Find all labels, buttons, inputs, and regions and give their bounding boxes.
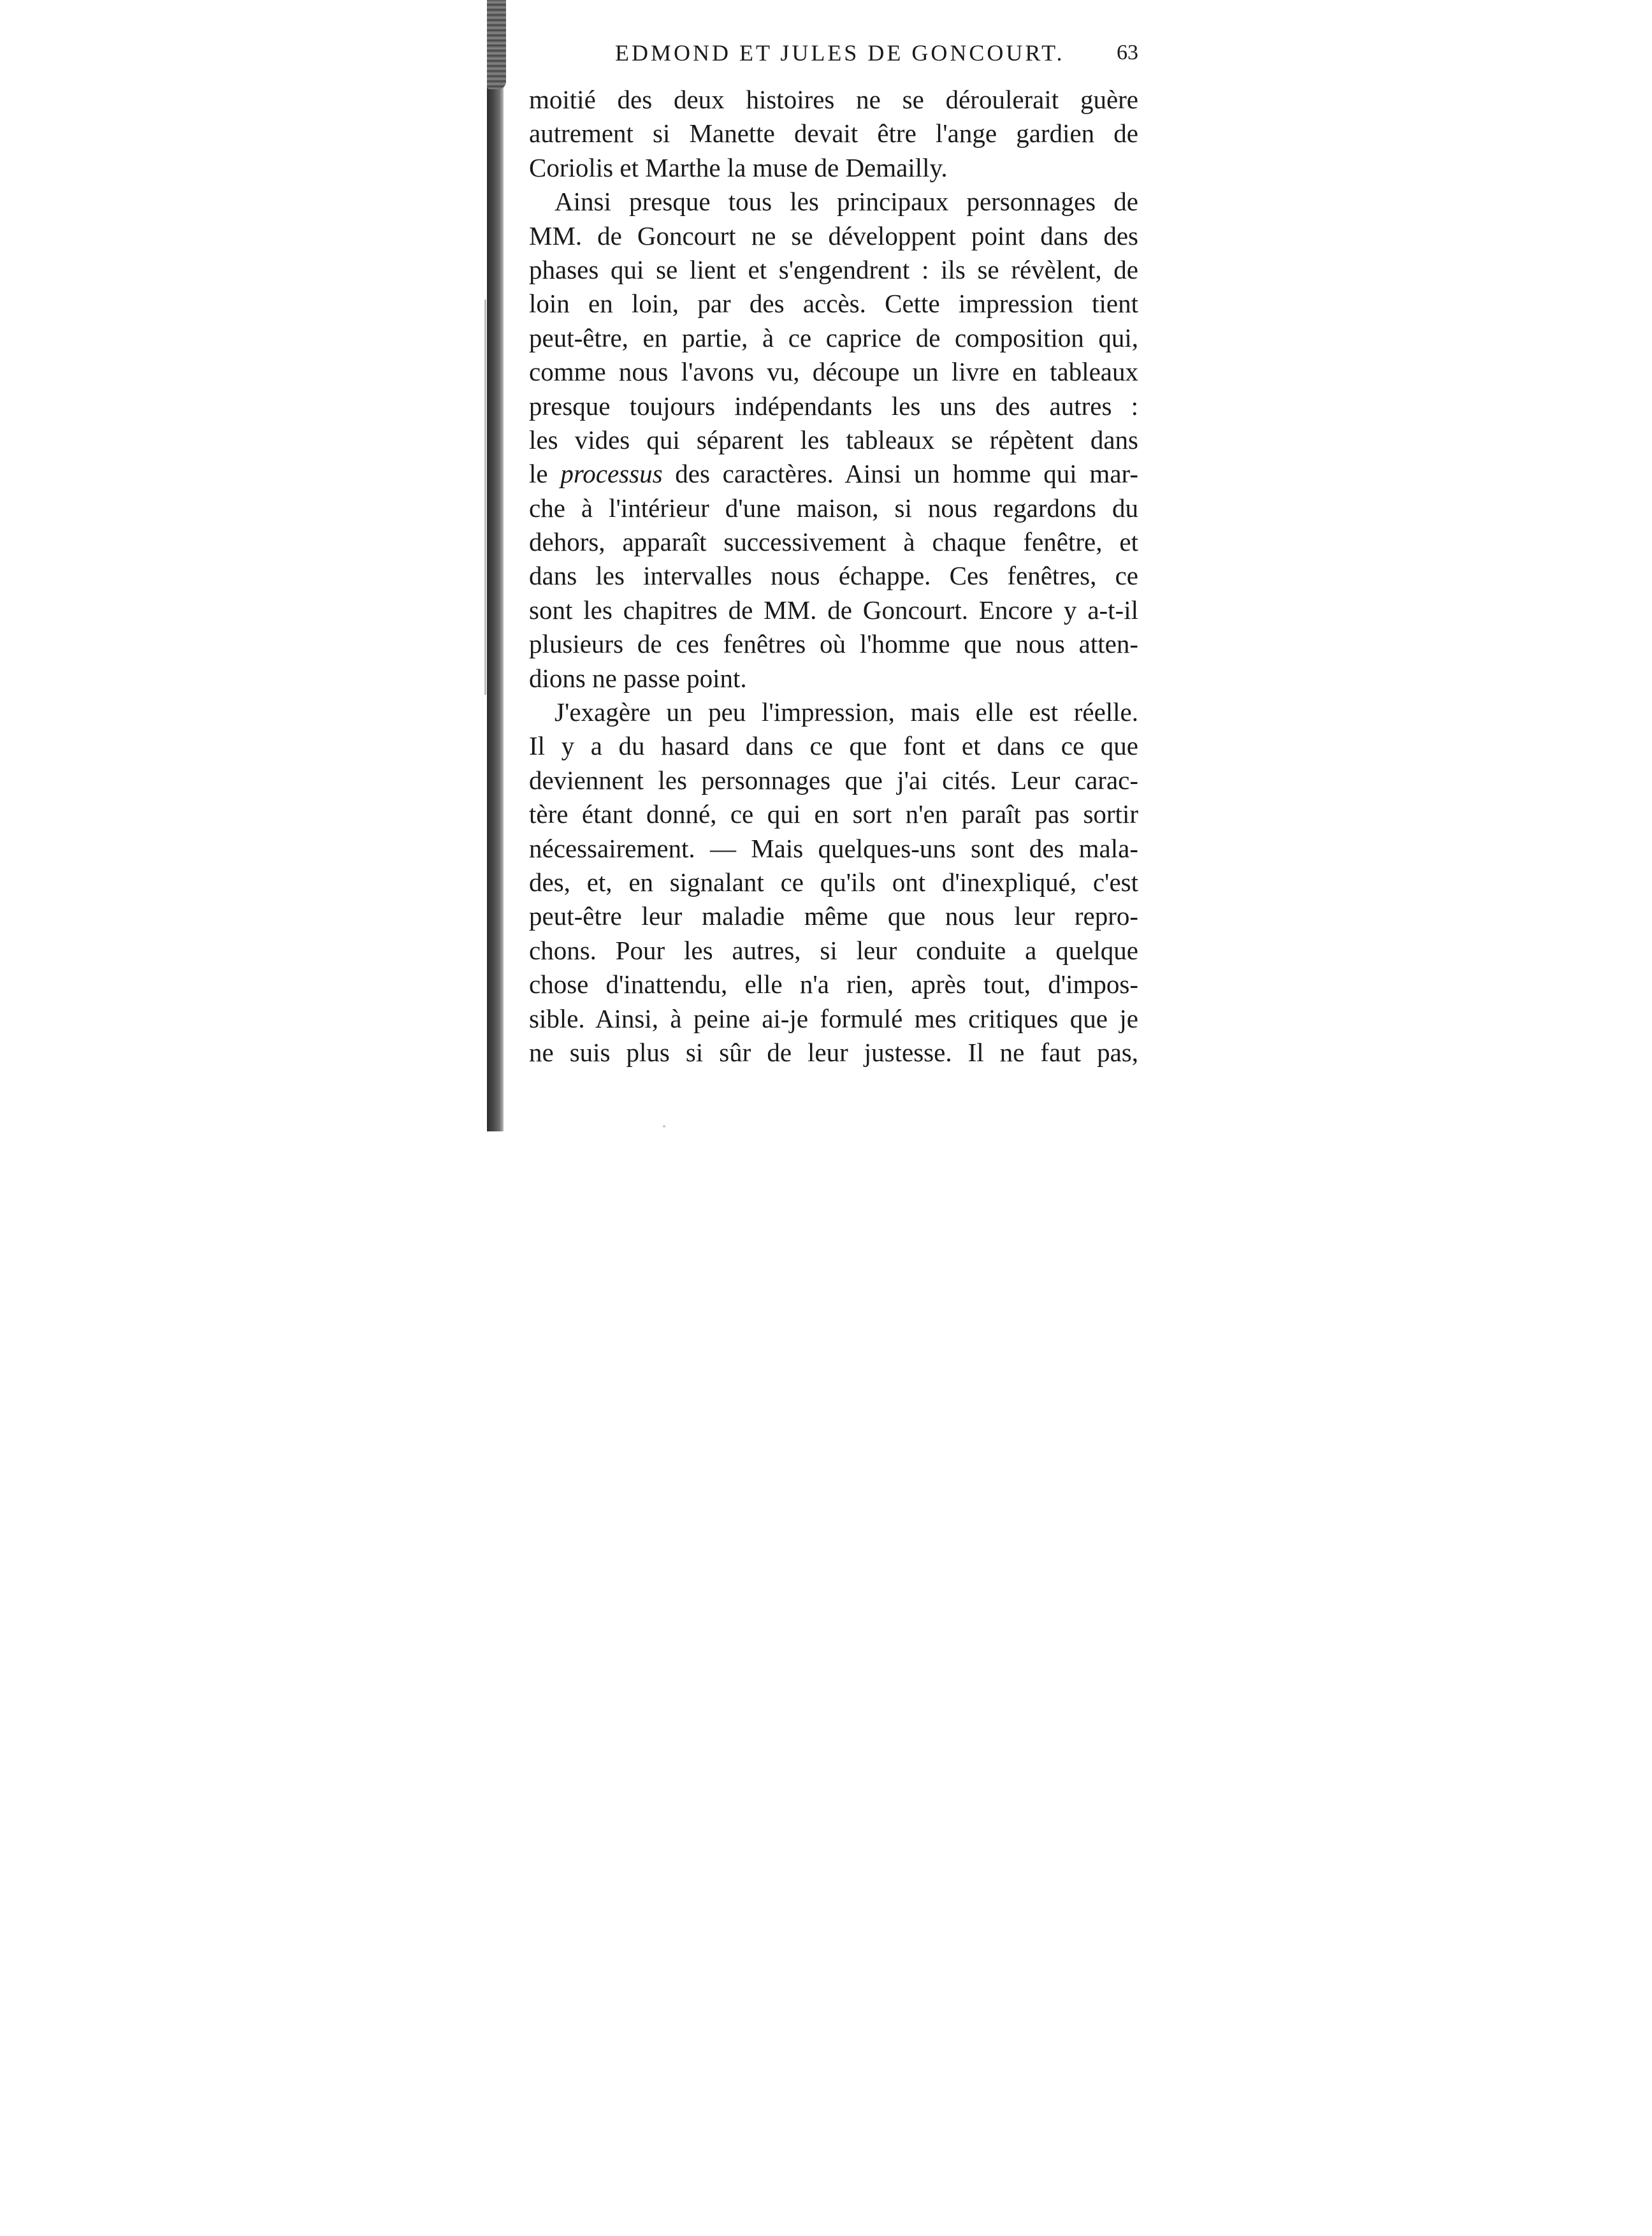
text-segment: des caractères. Ainsi un homme qui mar- xyxy=(662,459,1138,489)
text-line: autrement si Manette devait être l'ange gardien de xyxy=(529,119,1138,149)
text-line: ne suis plus si sûr de leur justesse. Il ne faut pas, xyxy=(529,1037,1138,1067)
text-line: nécessairement. — Mais quelques-uns sont des mala- xyxy=(529,833,1138,863)
text-line-with-emphasis xyxy=(529,457,1138,491)
text-line: sible. Ainsi, à peine ai-je formulé mes critiques que je xyxy=(529,1003,1138,1033)
text-line: deviennent les personnages que j'ai cités. Leur carac- xyxy=(529,765,1138,795)
paragraph-start-line: Ainsi presque tous les principaux personnages de xyxy=(554,187,1138,217)
text-line: che à l'intérieur d'une maison, si nous regardons du xyxy=(529,493,1138,523)
text-line: comme nous l'avons vu, découpe un livre en tableaux xyxy=(529,357,1138,387)
text-line: peut-être, en partie, à ce caprice de composition qui, xyxy=(529,323,1138,352)
body-text xyxy=(529,83,1138,1070)
text-line: chons. Pour les autres, si leur conduite a quelque xyxy=(529,935,1138,965)
page-number: 63 xyxy=(1117,41,1138,64)
text-line: sont les chapitres de MM. de Goncourt. Encore y a-t-il xyxy=(529,595,1138,625)
italic-term: processus xyxy=(560,459,663,489)
text-line: MM. de Goncourt ne se développent point dans des xyxy=(529,221,1138,250)
text-line: loin en loin, par des accès. Cette impression tient xyxy=(529,289,1138,319)
paragraph-start-line: J'exagère un peu l'impression, mais elle est réelle. xyxy=(554,697,1138,727)
text-line: peut-être leur maladie même que nous leur repro- xyxy=(529,901,1138,931)
text-line: chose d'inattendu, elle n'a rien, après tout, d'impos- xyxy=(529,969,1138,999)
text-line: tère étant donné, ce qui en sort n'en paraît pas sortir xyxy=(529,799,1138,829)
text-line: plusieurs de ces fenêtres où l'homme que nous atten- xyxy=(529,629,1138,659)
text-line: phases qui se lient et s'engendrent : ils se révèlent, de xyxy=(529,254,1138,284)
gutter-shadow-line xyxy=(484,300,486,695)
scan-speck xyxy=(663,1125,665,1128)
text-line: Il y a du hasard dans ce que font et dans ce que xyxy=(529,731,1138,761)
running-header xyxy=(529,37,1138,69)
text-line: les vides qui séparent les tableaux se répètent dans xyxy=(529,425,1138,454)
running-title: EDMOND ET JULES DE GONCOURT. xyxy=(615,40,1065,66)
text-line: dehors, apparaît successivement à chaque fenêtre, et xyxy=(529,527,1138,557)
scanned-page-edge-top xyxy=(487,0,506,89)
text-line: dions ne passe point. xyxy=(529,663,747,693)
text-line: moitié des deux histoires ne se déroulerait guère xyxy=(529,85,1138,114)
text-line: presque toujours indépendants les uns des autres : xyxy=(529,391,1138,421)
text-line: dans les intervalles nous échappe. Ces fenêtres, ce xyxy=(529,561,1138,591)
text-line: Coriolis et Marthe la muse de Demailly. xyxy=(529,152,948,182)
text-line: des, et, en signalant ce qu'ils ont d'inexpliqué, c'est xyxy=(529,867,1138,897)
text-segment: le xyxy=(529,459,561,489)
scanned-page-edge xyxy=(487,0,504,1131)
